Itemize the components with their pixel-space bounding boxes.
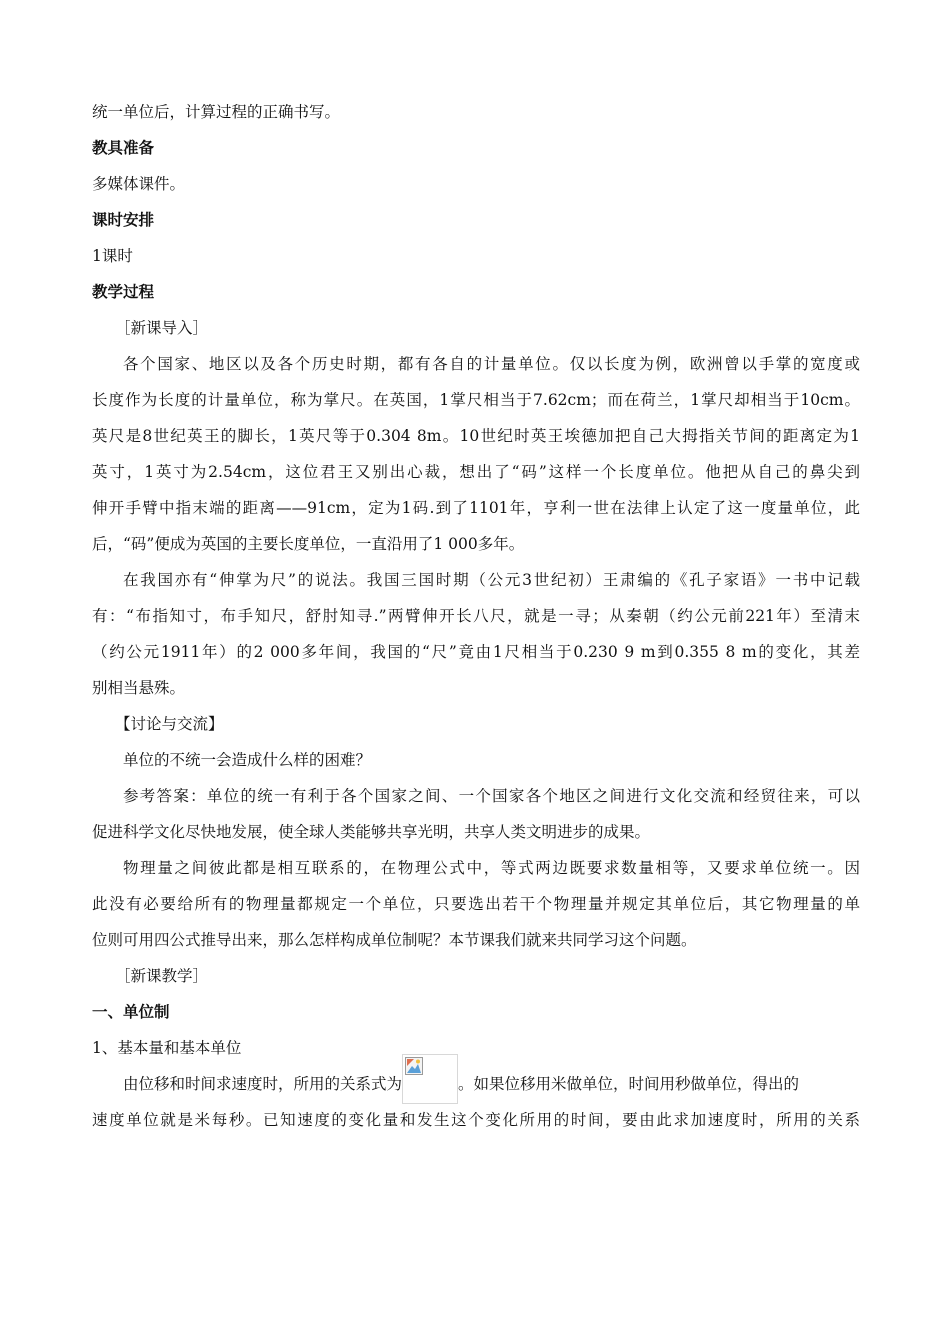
document-body xyxy=(92,94,860,1138)
paragraph-line: 伸开手臂中指末端的距离——91cm，定为1码.到了1101年，亨利一世在法律上认定了这一度量单位，此 xyxy=(92,499,860,517)
paragraph-line: 速度单位就是米每秒。已知速度的变化量和发生这个变化所用的时间，要由此求加速度时，所用的关系 xyxy=(92,1111,860,1129)
paragraph-line: 英尺是8世纪英王的脚长，1英尺等于0.304 8m。10世纪时英王埃德加把自己大拇指关节间的距离定为1 xyxy=(92,427,860,445)
paragraph-reference-answer xyxy=(92,778,860,850)
paragraph-chinese-units xyxy=(92,562,860,706)
paragraph-line: 促进科学文化尽快地发展，使全球人类能够共享光明，共享人类文明进步的成果。 xyxy=(92,823,651,841)
section-tag-intro: ［新课导入］ xyxy=(115,319,209,337)
paragraph-line: （约公元1911年）的2 000多年间，我国的“尺”竟由1尺相当于0.230 9 m到0.355 8 m的变化，其差 xyxy=(92,643,860,661)
discussion-question: 单位的不统一会造成什么样的困难？ xyxy=(123,751,372,769)
paragraph-line: 各个国家、地区以及各个历史时期，都有各自的计量单位。仅以长度为例，欧洲曾以手掌的宽度或 xyxy=(123,355,860,373)
paragraph-velocity xyxy=(92,1066,860,1138)
broken-image-icon xyxy=(405,1057,423,1075)
section-tag-discussion: 【讨论与交流】 xyxy=(115,715,224,733)
paragraph-line xyxy=(92,1066,860,1102)
paragraph-line: 位则可用四公式推导出来，那么怎样构成单位制呢？本节课我们就来共同学习这个问题。 xyxy=(92,931,697,949)
paragraph-line: 此没有必要给所有的物理量都规定一个单位，只要选出若干个物理量并规定其单位后，其它物理量的单 xyxy=(92,895,860,913)
paragraph-line: 参考答案：单位的统一有利于各个国家之间、一个国家各个地区之间进行文化交流和经贸往来，可以 xyxy=(123,787,860,805)
text-line: 多媒体课件。 xyxy=(92,175,186,193)
paragraph-line: 后，“码”便成为英国的主要长度单位，一直沿用了1 000多年。 xyxy=(92,535,525,553)
text-span: 。如果位移用米做单位，时间用秒做单位，得出的 xyxy=(458,1075,800,1093)
paragraph-line: 英寸，1英寸为2.54cm，这位君王又别出心裁，想出了“码”这样一个长度单位。他把从自己的鼻尖到 xyxy=(92,463,860,481)
paragraph-line: 有：“布指知寸，布手知尺，舒肘知寻.”两臂伸开长八尺，就是一寻；从秦朝（约公元前221年）至清末 xyxy=(92,607,860,625)
paragraph-line: 长度作为长度的计量单位，称为掌尺。在英国，1掌尺相当于7.62cm；而在荷兰，1掌尺却相当于10cm。 xyxy=(92,391,860,409)
heading-schedule: 课时安排 xyxy=(92,211,155,229)
formula-image xyxy=(402,1054,458,1104)
text-line: 1课时 xyxy=(92,247,133,265)
paragraph-unit-system-intro xyxy=(92,850,860,958)
paragraph-line: 别相当悬殊。 xyxy=(92,679,186,697)
heading-teaching-process: 教学过程 xyxy=(92,283,155,301)
heading-unit-system: 一、单位制 xyxy=(92,1003,170,1021)
text-line: 统一单位后，计算过程的正确书写。 xyxy=(92,103,341,121)
text-span: 由位移和时间求速度时，所用的关系式为 xyxy=(123,1075,403,1093)
heading-teaching-tools: 教具准备 xyxy=(92,139,155,157)
paragraph-line: 物理量之间彼此都是相互联系的，在物理公式中，等式两边既要求数量相等，又要求单位统一。因 xyxy=(123,859,860,877)
section-tag-new-lesson: ［新课教学］ xyxy=(115,967,209,985)
subheading-base-units: 1、基本量和基本单位 xyxy=(92,1039,242,1057)
paragraph-units-history xyxy=(92,346,860,562)
paragraph-line: 在我国亦有“伸掌为尺”的说法。我国三国时期（公元3世纪初）王肃编的《孔子家语》一书中记载 xyxy=(123,571,860,589)
